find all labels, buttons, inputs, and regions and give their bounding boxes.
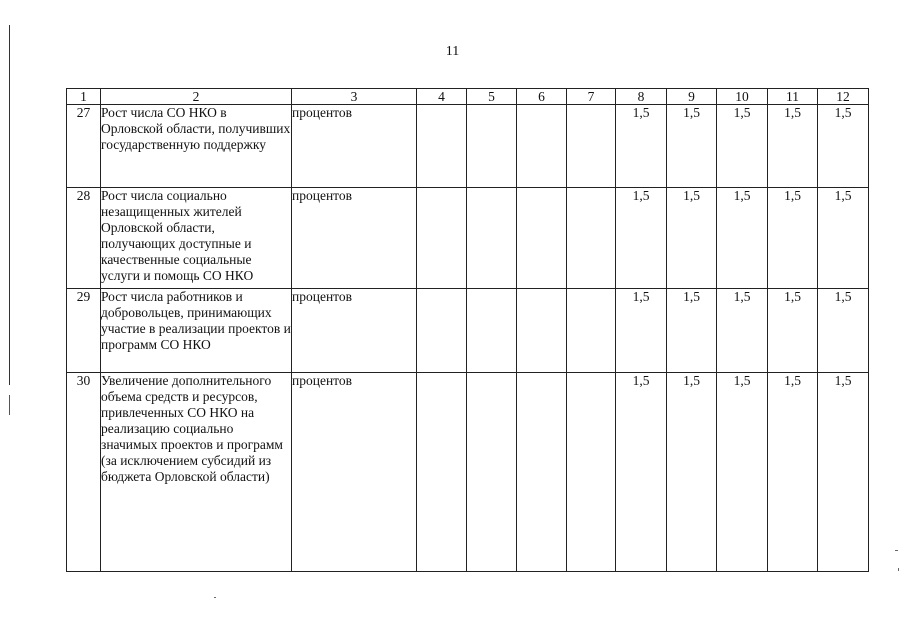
- value-cell: [467, 188, 517, 289]
- row-number: 29: [67, 289, 101, 373]
- column-header: 10: [717, 89, 768, 105]
- unit-cell: процентов: [292, 289, 417, 373]
- column-header: 2: [101, 89, 292, 105]
- value-cell: 1,5: [768, 289, 818, 373]
- column-header: 6: [517, 89, 567, 105]
- scan-speck: [214, 597, 216, 598]
- column-header: 1: [67, 89, 101, 105]
- table-row: [67, 289, 869, 373]
- table-header-row: [67, 89, 869, 105]
- value-cell: 1,5: [667, 105, 717, 188]
- value-cell: [567, 289, 616, 373]
- value-cell: 1,5: [818, 289, 869, 373]
- table-row: [67, 188, 869, 289]
- value-cell: [567, 105, 616, 188]
- unit-cell: процентов: [292, 188, 417, 289]
- table-row: [67, 105, 869, 188]
- value-cell: [467, 105, 517, 188]
- scan-edge-line-lower: [9, 395, 10, 415]
- indicator-name: Рост числа работников и добровольцев, принимающих участие в реализации проектов и программ СО НКО: [101, 289, 292, 373]
- value-cell: 1,5: [818, 373, 869, 572]
- scan-edge-line: [9, 25, 10, 385]
- scan-speck: [898, 568, 899, 571]
- value-cell: 1,5: [667, 373, 717, 572]
- value-cell: [567, 188, 616, 289]
- value-cell: [467, 373, 517, 572]
- column-header: 5: [467, 89, 517, 105]
- value-cell: 1,5: [717, 105, 768, 188]
- row-number: 30: [67, 373, 101, 572]
- value-cell: 1,5: [717, 373, 768, 572]
- value-cell: 1,5: [768, 105, 818, 188]
- value-cell: [417, 105, 467, 188]
- value-cell: [517, 373, 567, 572]
- value-cell: 1,5: [768, 373, 818, 572]
- unit-cell: процентов: [292, 105, 417, 188]
- column-header: 11: [768, 89, 818, 105]
- column-header: 3: [292, 89, 417, 105]
- scan-speck: [895, 550, 898, 551]
- value-cell: [517, 188, 567, 289]
- value-cell: 1,5: [818, 188, 869, 289]
- row-number: 27: [67, 105, 101, 188]
- page-number: 11: [445, 44, 460, 59]
- value-cell: 1,5: [616, 289, 667, 373]
- value-cell: [417, 188, 467, 289]
- value-cell: 1,5: [768, 188, 818, 289]
- column-header: 4: [417, 89, 467, 105]
- column-header: 12: [818, 89, 869, 105]
- value-cell: [517, 105, 567, 188]
- table-row: [67, 373, 869, 572]
- indicator-name: Рост числа социально незащищенных жителей Орловской области, получающих доступные и качественные социальные услуги и помощь СО НКО: [101, 188, 292, 289]
- unit-cell: процентов: [292, 373, 417, 572]
- column-header: 9: [667, 89, 717, 105]
- column-header: 7: [567, 89, 616, 105]
- value-cell: 1,5: [818, 105, 869, 188]
- value-cell: 1,5: [667, 188, 717, 289]
- value-cell: [467, 289, 517, 373]
- value-cell: [517, 289, 567, 373]
- value-cell: [417, 373, 467, 572]
- value-cell: [567, 373, 616, 572]
- indicators-table: [66, 88, 869, 572]
- indicator-name: Рост числа СО НКО в Орловской области, получивших государственную поддержку: [101, 105, 292, 188]
- column-header: 8: [616, 89, 667, 105]
- value-cell: 1,5: [616, 373, 667, 572]
- value-cell: [417, 289, 467, 373]
- row-number: 28: [67, 188, 101, 289]
- value-cell: 1,5: [616, 105, 667, 188]
- value-cell: 1,5: [717, 188, 768, 289]
- value-cell: 1,5: [717, 289, 768, 373]
- value-cell: 1,5: [616, 188, 667, 289]
- indicator-name: Увеличение дополнительного объема средств и ресурсов, привлеченных СО НКО на реализацию социально значимых проектов и программ (за исключением субсидий из бюджета Орловской области): [101, 373, 292, 572]
- value-cell: 1,5: [667, 289, 717, 373]
